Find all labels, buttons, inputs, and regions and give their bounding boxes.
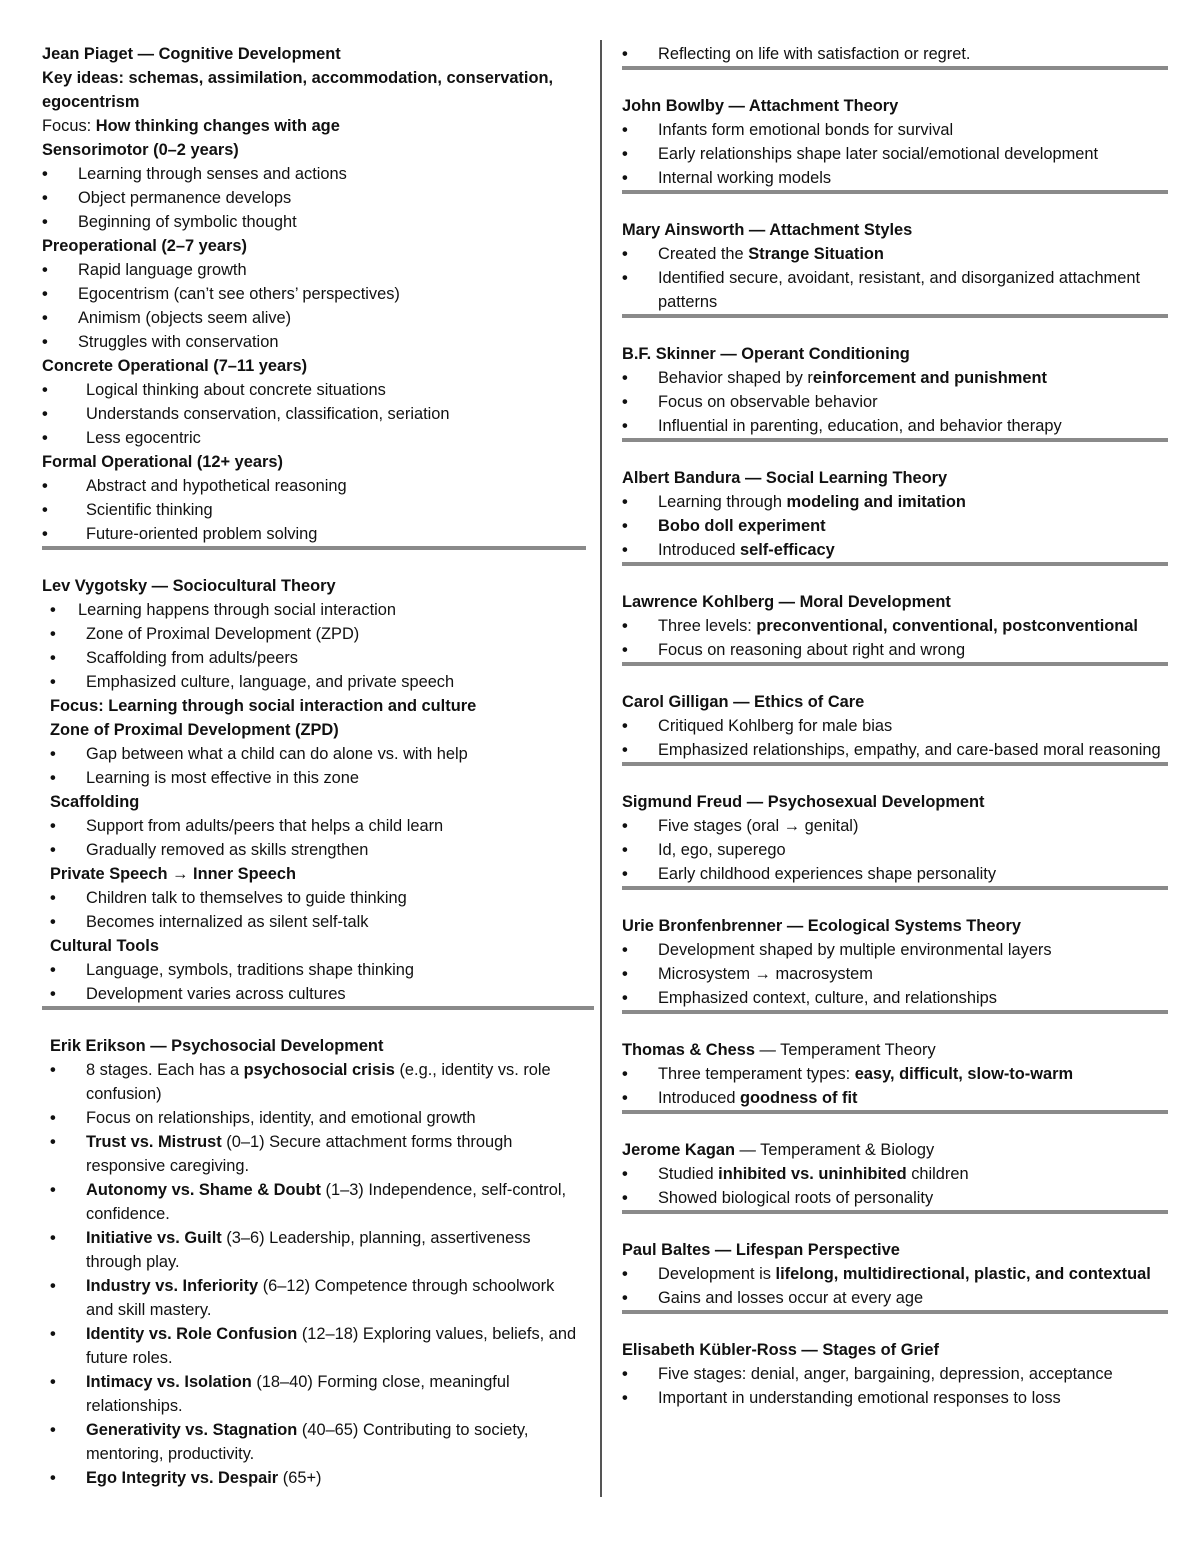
list-item: • Bobo doll experiment <box>622 514 1168 538</box>
intro-bold: psychosocial crisis <box>243 1061 395 1079</box>
section-title: Urie Bronfenbrenner — Ecological Systems Theory <box>622 917 1021 935</box>
list-item: • Five stages: denial, anger, bargaining, depression, acceptance <box>622 1362 1168 1386</box>
bandura-section <box>622 466 1168 562</box>
list-item: • Animism (objects seem alive) <box>42 306 586 330</box>
intro-text: 8 stages. Each has a <box>86 1061 244 1079</box>
text: Three temperament types: <box>658 1065 855 1083</box>
section-title: Carol Gilligan — Ethics of Care <box>622 693 865 711</box>
list-item: • Gains and losses occur at every age <box>622 1286 1168 1310</box>
subsection-heading: Zone of Proximal Development (ZPD) <box>50 721 339 739</box>
list-item: • Struggles with conservation <box>42 330 586 354</box>
text: Behavior shaped by r <box>658 369 813 387</box>
list-item: • Infants form emotional bonds for survival <box>622 118 1168 142</box>
section-title: Lawrence Kohlberg — Moral Development <box>622 593 951 611</box>
bronfenbrenner-section <box>622 914 1168 1010</box>
list-item: • Gap between what a child can do alone vs. with help <box>42 742 586 766</box>
subsection-heading: Cultural Tools <box>50 937 159 955</box>
section-title: Elisabeth Kübler-Ross — Stages of Grief <box>622 1341 939 1359</box>
stage-age: (65+) <box>278 1469 322 1487</box>
vygotsky-section <box>42 574 586 1006</box>
section-rule <box>622 314 1168 318</box>
text: Studied <box>658 1165 719 1183</box>
section-rule <box>622 190 1168 194</box>
kohlberg-section <box>622 590 1168 662</box>
focus-text: How thinking changes with age <box>95 117 340 135</box>
section-rule <box>622 66 1168 70</box>
list-item: • Critiqued Kohlberg for male bias <box>622 714 1168 738</box>
stage-desc: Contributing to society, mentoring, productivity. <box>86 1421 529 1463</box>
bold-text: einforcement and punishment <box>812 369 1047 387</box>
bold-text: preconventional, conventional, postconventional <box>756 617 1138 635</box>
stage-name: Identity vs. Role Confusion <box>86 1325 298 1343</box>
list-item: • Object permanence develops <box>42 186 586 210</box>
text: Development is <box>658 1265 776 1283</box>
list-item: • Emphasized culture, language, and private speech <box>42 670 586 694</box>
section-rule <box>42 546 586 550</box>
list-item: • Future-oriented problem solving <box>42 522 586 546</box>
focus-line: Focus: Learning through social interaction and culture <box>50 697 477 715</box>
section-rule <box>622 562 1168 566</box>
thomas-chess-section <box>622 1038 1168 1110</box>
text: Created the <box>658 245 749 263</box>
section-title: Lev Vygotsky — Sociocultural Theory <box>42 577 336 595</box>
list-item: • Showed biological roots of personality <box>622 1186 1168 1210</box>
section-title: Mary Ainsworth — Attachment Styles <box>622 221 913 239</box>
list-item <box>622 366 1168 390</box>
list-item <box>42 1058 586 1106</box>
list-item: • Language, symbols, traditions shape thinking <box>42 958 586 982</box>
list-item: • Microsystem → macrosystem <box>622 962 1168 986</box>
list-item: • Influential in parenting, education, and behavior therapy <box>622 414 1168 438</box>
stage-item <box>42 1178 586 1226</box>
stage-name: Intimacy vs. Isolation <box>86 1373 252 1391</box>
list-item: • Early childhood experiences shape personality <box>622 862 1168 886</box>
subsection-heading: Scaffolding <box>50 793 140 811</box>
section-rule <box>622 662 1168 666</box>
stage-name: Initiative vs. Guilt <box>86 1229 222 1247</box>
list-item: • Gradually removed as skills strengthen <box>42 838 586 862</box>
stage-item <box>42 1130 586 1178</box>
section-title <box>622 1038 1168 1062</box>
list-item: • Egocentrism (can’t see others’ perspectives) <box>42 282 586 306</box>
bold-text: Strange Situation <box>748 245 884 263</box>
section-rule <box>622 886 1168 890</box>
list-item: • Reflecting on life with satisfaction or regret. <box>622 42 1168 66</box>
text-rest: children <box>906 1165 969 1183</box>
stage-age: (0–1) <box>221 1133 265 1151</box>
section-rule <box>622 1010 1168 1014</box>
bold-text: self-efficacy <box>740 541 835 559</box>
stage-age: (6–12) <box>258 1277 311 1295</box>
section-title: Erik Erikson — Psychosocial Development <box>50 1037 384 1055</box>
stage-desc: Leadership, planning, assertiveness through play. <box>86 1229 531 1271</box>
section-title <box>622 1138 1168 1162</box>
stage-name: Industry vs. Inferiority <box>86 1277 259 1295</box>
stage-item <box>42 1418 586 1466</box>
bold-text: inhibited vs. uninhibited <box>718 1165 907 1183</box>
right-column <box>622 42 1168 1410</box>
section-rule <box>622 762 1168 766</box>
stage-desc: Independence, self-control, confidence. <box>86 1181 567 1223</box>
list-item: • Identified secure, avoidant, resistant, and disorganized attachment patterns <box>622 266 1168 314</box>
kagan-section <box>622 1138 1168 1210</box>
stage-age: (12–18) <box>297 1325 359 1343</box>
kubler-ross-section <box>622 1338 1168 1410</box>
stage-name: Autonomy vs. Shame & Doubt <box>86 1181 321 1199</box>
text: Three levels: <box>658 617 757 635</box>
piaget-section <box>42 42 586 546</box>
stage-item <box>42 1466 586 1490</box>
list-item <box>622 1162 1168 1186</box>
section-title: Sigmund Freud — Psychosexual Development <box>622 793 985 811</box>
section-title: Paul Baltes — Lifespan Perspective <box>622 1241 900 1259</box>
stage-heading: Concrete Operational (7–11 years) <box>42 357 308 375</box>
list-item <box>622 538 1168 562</box>
section-rule <box>622 1210 1168 1214</box>
list-item: • Understands conservation, classification, seriation <box>42 402 586 426</box>
list-item: • Abstract and hypothetical reasoning <box>42 474 586 498</box>
section-rule <box>622 438 1168 442</box>
list-item: • Learning through senses and actions <box>42 162 586 186</box>
stage-item <box>42 1274 586 1322</box>
list-item: • Important in understanding emotional responses to loss <box>622 1386 1168 1410</box>
stage-name: Generativity vs. Stagnation <box>86 1421 298 1439</box>
stage-age: (3–6) <box>221 1229 265 1247</box>
section-title: Albert Bandura — Social Learning Theory <box>622 469 948 487</box>
list-item <box>622 614 1168 638</box>
list-item <box>622 242 1168 266</box>
gilligan-section <box>622 690 1168 762</box>
stage-item <box>42 1322 586 1370</box>
stage-desc: Secure attachment forms through responsive caregiving. <box>86 1133 513 1175</box>
section-title: B.F. Skinner — Operant Conditioning <box>622 345 910 363</box>
text: Introduced <box>658 541 741 559</box>
bowlby-section <box>622 94 1168 190</box>
focus-label: Focus: <box>42 117 96 135</box>
list-item: • Emphasized relationships, empathy, and care-based moral reasoning <box>622 738 1168 762</box>
stage-name: Trust vs. Mistrust <box>86 1133 222 1151</box>
stage-age: (40–65) <box>297 1421 359 1439</box>
stage-item <box>42 1226 586 1274</box>
list-item: • Rapid language growth <box>42 258 586 282</box>
list-item <box>622 1062 1168 1086</box>
list-item <box>622 490 1168 514</box>
bold-text: modeling and imitation <box>786 493 966 511</box>
list-item: • Scientific thinking <box>42 498 586 522</box>
list-item: • Logical thinking about concrete situations <box>42 378 586 402</box>
stage-item <box>42 1370 586 1418</box>
list-item: • Support from adults/peers that helps a child learn <box>42 814 586 838</box>
list-item: • Zone of Proximal Development (ZPD) <box>42 622 586 646</box>
list-item: • Learning is most effective in this zone <box>42 766 586 790</box>
list-item: • Emphasized context, culture, and relationships <box>622 986 1168 1010</box>
stage-heading: Preoperational (2–7 years) <box>42 237 247 255</box>
list-item: • Focus on relationships, identity, and emotional growth <box>42 1106 586 1130</box>
section-rule <box>42 1006 594 1010</box>
list-item: • Focus on observable behavior <box>622 390 1168 414</box>
title-rest: — Temperament & Biology <box>734 1141 935 1159</box>
stage-desc: Competence through schoolwork and skill mastery. <box>86 1277 555 1319</box>
stage-desc: Forming close, meaningful relationships. <box>86 1373 510 1415</box>
list-item: • Id, ego, superego <box>622 838 1168 862</box>
list-item: • Less egocentric <box>42 426 586 450</box>
key-ideas: Key ideas: schemas, assimilation, accommodation, conservation, egocentrism <box>42 69 554 111</box>
baltes-section <box>622 1238 1168 1310</box>
list-item: • Children talk to themselves to guide thinking <box>42 886 586 910</box>
list-item: • Development shaped by multiple environmental layers <box>622 938 1168 962</box>
list-item: • Focus on reasoning about right and wrong <box>622 638 1168 662</box>
text: Introduced <box>658 1089 741 1107</box>
focus-line <box>42 114 586 138</box>
subsection-heading: Private Speech → Inner Speech <box>50 865 296 883</box>
list-item: • Beginning of symbolic thought <box>42 210 586 234</box>
bold-text: goodness of fit <box>740 1089 858 1107</box>
list-item <box>622 1262 1168 1286</box>
list-item: • Internal working models <box>622 166 1168 190</box>
ainsworth-section <box>622 218 1168 314</box>
list-item: • Five stages (oral → genital) <box>622 814 1168 838</box>
stage-desc: Exploring values, beliefs, and future roles. <box>86 1325 577 1367</box>
stage-age: (18–40) <box>251 1373 313 1391</box>
stage-name: Ego Integrity vs. Despair <box>86 1469 279 1487</box>
erikson-section <box>42 1034 586 1490</box>
bold-text: lifelong, multidirectional, plastic, and contextual <box>775 1265 1151 1283</box>
column-divider <box>600 40 602 1497</box>
stage-heading: Formal Operational (12+ years) <box>42 453 283 471</box>
left-column <box>42 42 586 1490</box>
section-rule <box>622 1310 1168 1314</box>
section-rule <box>622 1110 1168 1114</box>
title-rest: — Temperament Theory <box>754 1041 936 1059</box>
text: Learning through <box>658 493 787 511</box>
title-bold: Thomas & Chess <box>622 1041 755 1059</box>
title-bold: Jerome Kagan <box>622 1141 735 1159</box>
list-item: • Scaffolding from adults/peers <box>42 646 586 670</box>
list-item <box>622 1086 1168 1110</box>
skinner-section <box>622 342 1168 438</box>
bold-text: easy, difficult, slow-to-warm <box>854 1065 1074 1083</box>
freud-section <box>622 790 1168 886</box>
stage-age: (1–3) <box>320 1181 364 1199</box>
list-item: • Early relationships shape later social/emotional development <box>622 142 1168 166</box>
list-item: • Development varies across cultures <box>42 982 586 1006</box>
stage-heading: Sensorimotor (0–2 years) <box>42 141 239 159</box>
intro-rest: (e.g., identity vs. role confusion) <box>86 1061 551 1103</box>
section-title: John Bowlby — Attachment Theory <box>622 97 899 115</box>
list-item: • Becomes internalized as silent self-talk <box>42 910 586 934</box>
list-item: • Learning happens through social interaction <box>42 598 586 622</box>
section-title: Jean Piaget — Cognitive Development <box>42 45 341 63</box>
